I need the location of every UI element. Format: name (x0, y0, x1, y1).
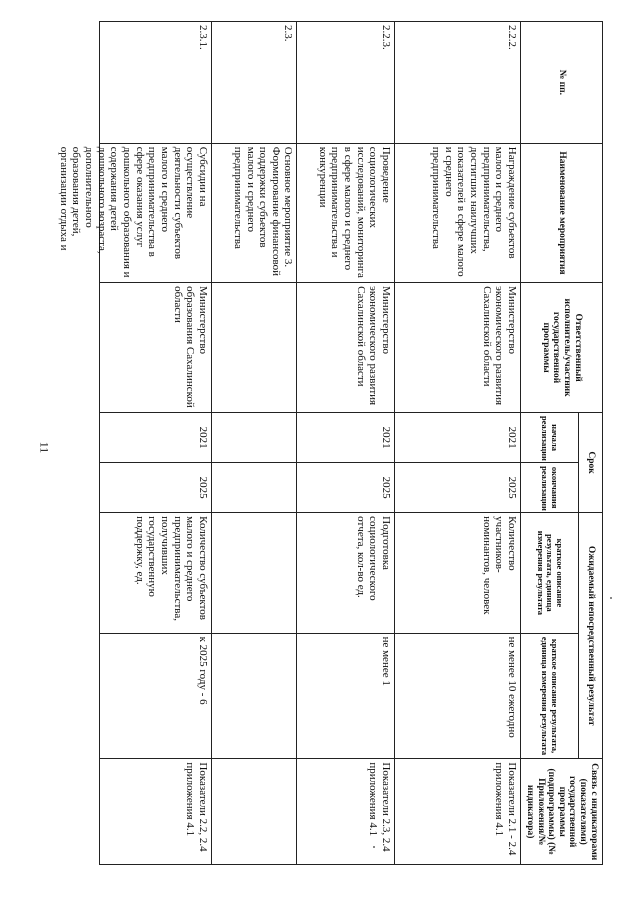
row-start-year: 2021 (100, 413, 212, 463)
row-start-year: 2021 (297, 413, 395, 463)
row-number: 2.3. (211, 22, 297, 144)
row-indicator-link: Показатели 2.3, 2.4 приложения 4.1 (297, 759, 395, 865)
header-number: № пп. (521, 22, 603, 144)
row-end-year (211, 463, 297, 513)
row-result: Количество участников-номинантов, человек (394, 513, 520, 633)
rotated-table-wrapper (57, 21, 603, 865)
scan-speck (373, 846, 375, 848)
row-end-year: 2025 (100, 463, 212, 513)
header-responsible: Ответственный исполнитель/участник государственной программы (521, 283, 603, 413)
row-responsible (211, 283, 297, 413)
row-indicator-link: Показатели 2.1 - 2.4 приложения 4.1 (394, 759, 520, 865)
row-start-year (211, 413, 297, 463)
header-activity-name: Наименование мероприятия (521, 143, 603, 282)
scan-speck (610, 597, 612, 599)
row-indicator-link: Показатели 2.2, 2.4 приложения 4.1 (100, 759, 212, 865)
landscape-page (57, 21, 603, 865)
row-result-brief: не менее 10 ежегодно (394, 633, 520, 759)
program-activities-table (57, 21, 603, 865)
row-activity-name: Основное мероприятие 3. Формирование финансовой поддержки субъектов малого и среднего предпринимательства (211, 143, 297, 282)
row-result (211, 513, 297, 633)
table-row (297, 22, 395, 865)
header-result-brief: краткое описание результата, единица измерения результата (521, 633, 579, 759)
row-result: Подготовка социологического отчета, кол-во ед. (297, 513, 395, 633)
row-indicator-link (211, 759, 297, 865)
row-responsible: Министерство экономического развития Сахалинской области (297, 283, 395, 413)
row-result: Количество субъектов малого и среднего предпринимательства, получивших государственную поддержку, ед. (100, 513, 212, 633)
page-number: 11 (37, 441, 52, 454)
row-activity-name: Награждение субъектов малого и среднего предпринимательства, достигших наилучших показателей в сфере малого и среднего предпринимательства (394, 143, 520, 282)
row-number: 2.2.2. (394, 22, 520, 144)
table-row (211, 22, 297, 865)
row-number: 2.2.3. (297, 22, 395, 144)
header-result-description: краткое описание результата, единица измерения результата (521, 513, 579, 633)
table-row (394, 22, 520, 865)
header-result: Ожидаемый непосредственный результат (579, 513, 603, 759)
header-indicator-link: Связь с индикаторами (показателями) государственной программы (подпрограммы) (№ Приложения/№ индикатора) (521, 759, 603, 865)
row-number: 2.3.1. (100, 22, 212, 144)
header-term-end: окончания реализации (521, 463, 579, 513)
row-result-brief (211, 633, 297, 759)
row-start-year: 2021 (394, 413, 520, 463)
row-activity-name (57, 143, 212, 282)
row-responsible: Министерство экономического развития Сахалинской области (394, 283, 520, 413)
row-responsible: Министерство образования Сахалинской области (100, 283, 212, 413)
row-activity-name-text: Субсидии на осуществление деятельности субъектов малого и среднего предпринимательства в сфере оказания услуг дошкольного образования и содержания детей дошкольного возраста, дополнительного образования детей, организации отдыха и (57, 146, 209, 278)
header-term-start: начала реализации (521, 413, 579, 463)
row-end-year: 2025 (297, 463, 395, 513)
row-activity-name: Проведение социологических исследований, мониторинга в сфере малого и среднего предпринимательства и конкуренции (297, 143, 395, 282)
row-end-year: 2025 (394, 463, 520, 513)
table-row (100, 22, 212, 865)
header-term: Срок (579, 413, 603, 513)
row-result-brief: не менее 1 (297, 633, 395, 759)
row-result-brief: к 2025 году - 6 (100, 633, 212, 759)
